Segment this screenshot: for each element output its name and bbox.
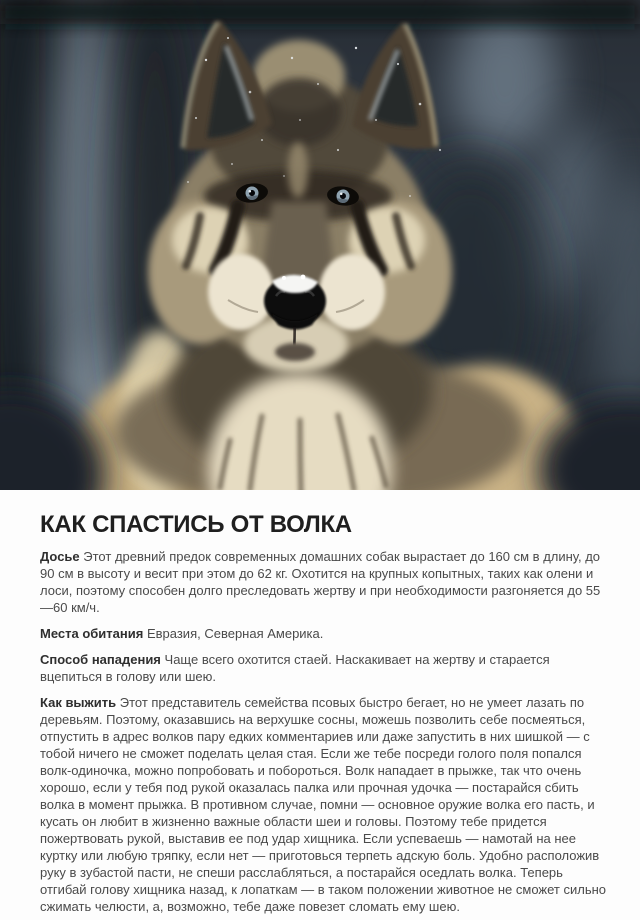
article	[0, 490, 640, 915]
paragraph-label: Как выжить	[40, 695, 117, 710]
paragraph-label: Способ нападения	[40, 652, 161, 667]
paragraph-text: Этот древний предок современных домашних собак вырастает до 160 см в длину, до 90 см в высоту и весит при этом до 62 кг. Охотится на крупных копытных, таких как олени и лоси, поэтому способен долго преследовать жертву и при необходимости разгоняется до 55—60 км/ч.	[40, 549, 601, 615]
article-title: КАК СПАСТИСЬ ОТ ВОЛКА	[40, 511, 352, 538]
article-paragraph	[40, 694, 608, 915]
paragraph-text: Этот представитель семейства псовых быстро бегает, но не умеет лазать по деревьям. Поэтому, оказавшись на верхушке сосны, можешь позволить себе посмеяться, отпустить в адрес волков пару едких комментариев или даже запустить в них шишкой — с тобой ничего не сможет поделать целая стая. Если же тебе посреди голого поля попался волк-одиночка, можно попробовать и побороться. Волк нападает в прыжке, так что очень хорошо, если у тебя под рукой оказалась палка или прочная удочка — постарайся сбить волка в момент прыжка. В противном случае, помни — основное оружие волка его пасть, и кусать он любит в жизненно важные области шеи и головы. Поэтому тебе придется пожертвовать рукой, выставив ее под удар хищника. Если успеваешь — намотай на нее куртку или любую тряпку, если нет — приготовься терпеть адскую боль. Удобно расположив руку в зубастой пасти, не спеши расслабляться, а постарайся оседлать волка. Теперь отгибай голову хищника назад, к лопаткам — в таком положении животное не сможет сильно сжимать челюсти, а, возможно, тебе даже повезет сломать ему шею.	[40, 695, 606, 914]
article-paragraph	[40, 548, 608, 616]
paragraph-label: Места обитания	[40, 626, 144, 641]
paragraph-text: Евразия, Северная Америка.	[146, 626, 324, 641]
article-paragraph	[40, 651, 608, 685]
paragraph-text: Чаще всего охотится стаей. Наскакивает на жертву и старается вцепиться в голову или шею.	[40, 652, 550, 684]
article-sections	[40, 548, 608, 915]
article-paragraph	[40, 625, 608, 642]
paragraph-label: Досье	[40, 549, 80, 564]
